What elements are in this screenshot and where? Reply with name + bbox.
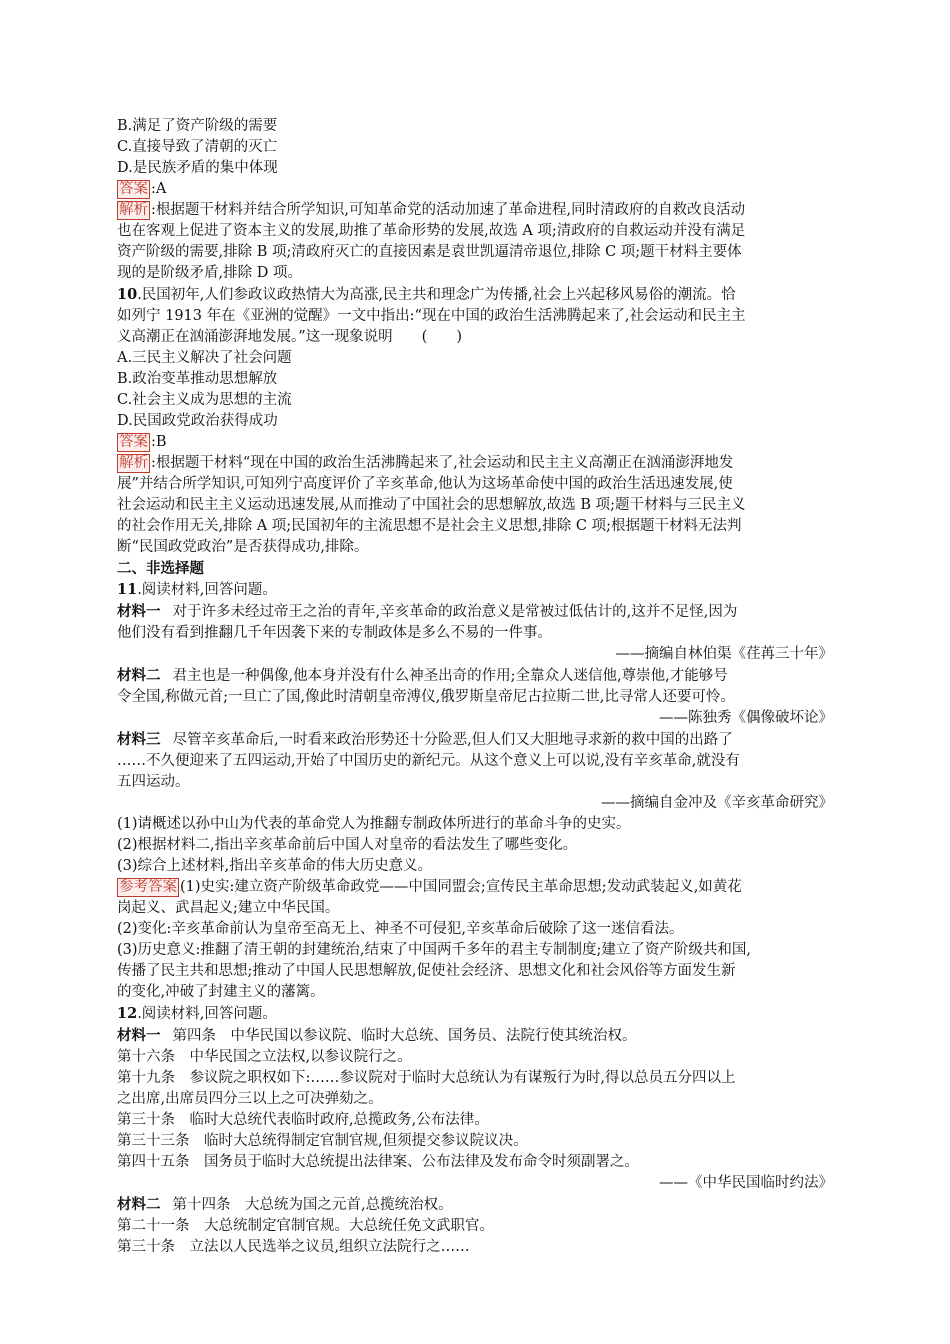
analysis-line: 展”并结合所学知识,可知列宁高度评价了辛亥革命,他认为这场革命使中国的政治生活迅速发展,使 [117,476,733,492]
analysis-line: 也在客观上促进了资本主义的发展,助推了革命形势的发展,故选 A 项;清政府的自救运动并没有满足 [117,223,746,239]
q11-stem [117,579,833,601]
sub-question: (1)请概述以孙中山为代表的革命党人为推翻专制政体所进行的革命斗争的史实。 [117,816,631,832]
article-line: 第三十三条 临时大总统得制定官制官规,但须提交参议院议决。 [117,1133,528,1149]
article-line: 第十六条 中华民国之立法权,以参议院行之。 [117,1049,412,1065]
option-line: C.直接导致了清朝的灭亡 [117,139,278,155]
material-label: 材料一 [117,603,161,620]
article-line: 第十九条 参议院之职权如下:……参议院对于临时大总统认为有谋叛行为时,得以总员五分四以上 [117,1070,736,1086]
analysis-text: 根据题干材料并结合所学知识,可知革命党的活动加速了革命进程,同时清政府的自救改良活动 [155,202,746,218]
q12-material-2 [117,1194,833,1216]
material-label: 材料二 [117,1196,161,1213]
analysis-tag: 解析 [119,455,148,471]
material-source: ——《中华民国临时约法》 [659,1175,833,1191]
analysis-line: 现的是阶级矛盾,排除 D 项。 [117,265,302,281]
answer-tag: 答案 [119,181,148,197]
material-source: ——摘编自金冲及《辛亥革命研究》 [601,795,833,811]
q9-analysis-first: 解析 :根据题干材料并结合所学知识,可知革命党的活动加速了革命进程,同时清政府的自救改良活动 [119,202,746,218]
q12-material-1 [117,1025,833,1047]
reference-line: 的变化,冲破了封建主义的藩篱。 [117,984,325,1000]
answer-value: A [155,181,167,197]
stem-line: 义高潮正在汹涌澎湃地发展。”这一现象说明 ( ) [117,329,462,345]
reference-line: (2)变化:辛亥革命前认为皇帝至高无上、神圣不可侵犯,辛亥革命后破除了这一迷信看法。 [117,921,684,937]
material-source: ——摘编自林伯渠《荏苒三十年》 [615,646,833,662]
reference-line: (3)历史意义:推翻了清王朝的封建统治,结束了中国两千多年的君主专制制度;建立了资产阶级共和国, [117,942,752,958]
q9-options [117,116,833,179]
q9-answer: 答案 :A [119,181,167,197]
q11-reference-answer [117,877,833,898]
material-line: 他们没有看到推翻几千年因袭下来的专制政体是多么不易的一件事。 [117,625,552,641]
analysis-line: 断“民国政党政治”是否获得成功,排除。 [117,539,369,555]
reference-line: 传播了民主共和思想;推动了中国人民思想解放,促使社会经济、思想文化和社会风俗等方面发生新 [117,963,736,979]
answer-tag: 答案 [119,434,148,450]
stem-text: .阅读材料,回答问题。 [137,1006,277,1022]
reference-answer-tag: 参考答案 [119,879,177,895]
material-label: 材料二 [117,667,161,684]
q10-answer: 答案 :B [119,434,167,450]
material-text: 第十四条 大总统为国之元首,总揽统治权。 [172,1197,453,1213]
article-line: 第三十条 临时大总统代表临时政府,总揽政务,公布法律。 [117,1112,489,1128]
analysis-text: 根据题干材料“现在中国的政治生活沸腾起来了,社会运动和民主主义高潮正在汹涌澎湃地发 [155,455,734,471]
analysis-line: 资产阶级的需要,排除 B 项;清政府灭亡的直接因素是袁世凯逼清帝退位,排除 C 项;题干材料主要体 [117,244,742,260]
article-line: 第二十一条 大总统制定官制官规。大总统任免文武职官。 [117,1218,494,1234]
stem-text: .阅读材料,回答问题。 [137,582,277,598]
reference-line: 岗起义、武昌起义;建立中华民国。 [117,900,340,916]
sub-question: (3)综合上述材料,指出辛亥革命的伟大历史意义。 [117,858,433,874]
option-line: B.满足了资产阶级的需要 [117,118,278,134]
q11-material-2 [117,665,833,687]
stem-text: .民国初年,人们参政议政热情大为高涨,民主共和理念广为传播,社会上兴起移风易俗的潮流。恰 [137,287,736,303]
option-line: A.三民主义解决了社会问题 [117,350,292,366]
option-line: D.民国政党政治获得成功 [117,413,278,429]
material-label: 材料三 [117,731,161,748]
article-line: 第四十五条 国务员于临时大总统提出法律案、公布法律及发布命令时须副署之。 [117,1154,639,1170]
sub-question: (2)根据材料二,指出辛亥革命前后中国人对皇帝的看法发生了哪些变化。 [117,837,578,853]
material-line: 五四运动。 [117,774,190,790]
question-number: 12 [117,1005,138,1022]
analysis-tag: 解析 [119,202,148,218]
q11-material-1 [117,601,833,623]
material-text: 对于许多未经过帝王之治的青年,辛亥革命的政治意义是常被过低估计的,这并不足怪,因为 [172,604,738,620]
option-line: B.政治变革推动思想解放 [117,371,278,387]
question-number: 10 [117,286,138,303]
question-number: 11 [117,581,138,598]
material-line: 令全国,称做元首;一旦亡了国,像此时清朝皇帝溥仪,俄罗斯皇帝尼古拉斯二世,比寻常人还要可怜。 [117,689,735,705]
article-line: 第三十条 立法以人民选举之议员,组织立法院行之…… [117,1239,470,1255]
material-text: 君主也是一种偶像,他本身并没有什么神圣出奇的作用;全靠众人迷信他,尊崇他,才能够号 [172,668,728,684]
analysis-line: 的社会作用无关,排除 A 项;民国初年的主流思想不是社会主义思想,排除 C 项;根据题干材料无法判 [117,518,742,534]
material-source: ——陈独秀《偶像破坏论》 [659,710,833,726]
material-text: 第四条 中华民国以参议院、临时大总统、国务员、法院行使其统治权。 [172,1028,637,1044]
analysis-line: 社会运动和民主主义运动迅速发展,从而推动了中国社会的思想解放,故选 B 项;题干材料与三民主义 [117,497,746,513]
answer-value: B [155,434,167,450]
document-page [117,116,833,1258]
material-text: 尽管辛亥革命后,一时看来政治形势还十分险恶,但人们又大胆地寻求新的救中国的出路了 [172,732,733,748]
option-line: D.是民族矛盾的集中体现 [117,160,278,176]
article-line: 之出席,出席员四分三以上之可决弹劾之。 [117,1091,383,1107]
stem-line: 如列宁 1913 年在《亚洲的觉醒》一文中指出:“现在中国的政治生活沸腾起来了,社会运动和民主主 [117,308,746,324]
section-title: 二、非选择题 [117,560,204,577]
q11-material-3 [117,729,833,751]
material-label: 材料一 [117,1027,161,1044]
q12-stem [117,1003,833,1025]
option-line: C.社会主义成为思想的主流 [117,392,292,408]
reference-text: (1)史实:建立资产阶级革命政党——中国同盟会;宣传民主革命思想;发动武装起义,如黄花 [180,879,742,895]
q10-analysis-first: 解析 :根据题干材料“现在中国的政治生活沸腾起来了,社会运动和民主主义高潮正在汹涌澎湃地发 [119,455,734,471]
q10-stem [117,284,833,306]
material-line: ……不久便迎来了五四运动,开始了中国历史的新纪元。从这个意义上可以说,没有辛亥革命,就没有 [117,753,740,769]
